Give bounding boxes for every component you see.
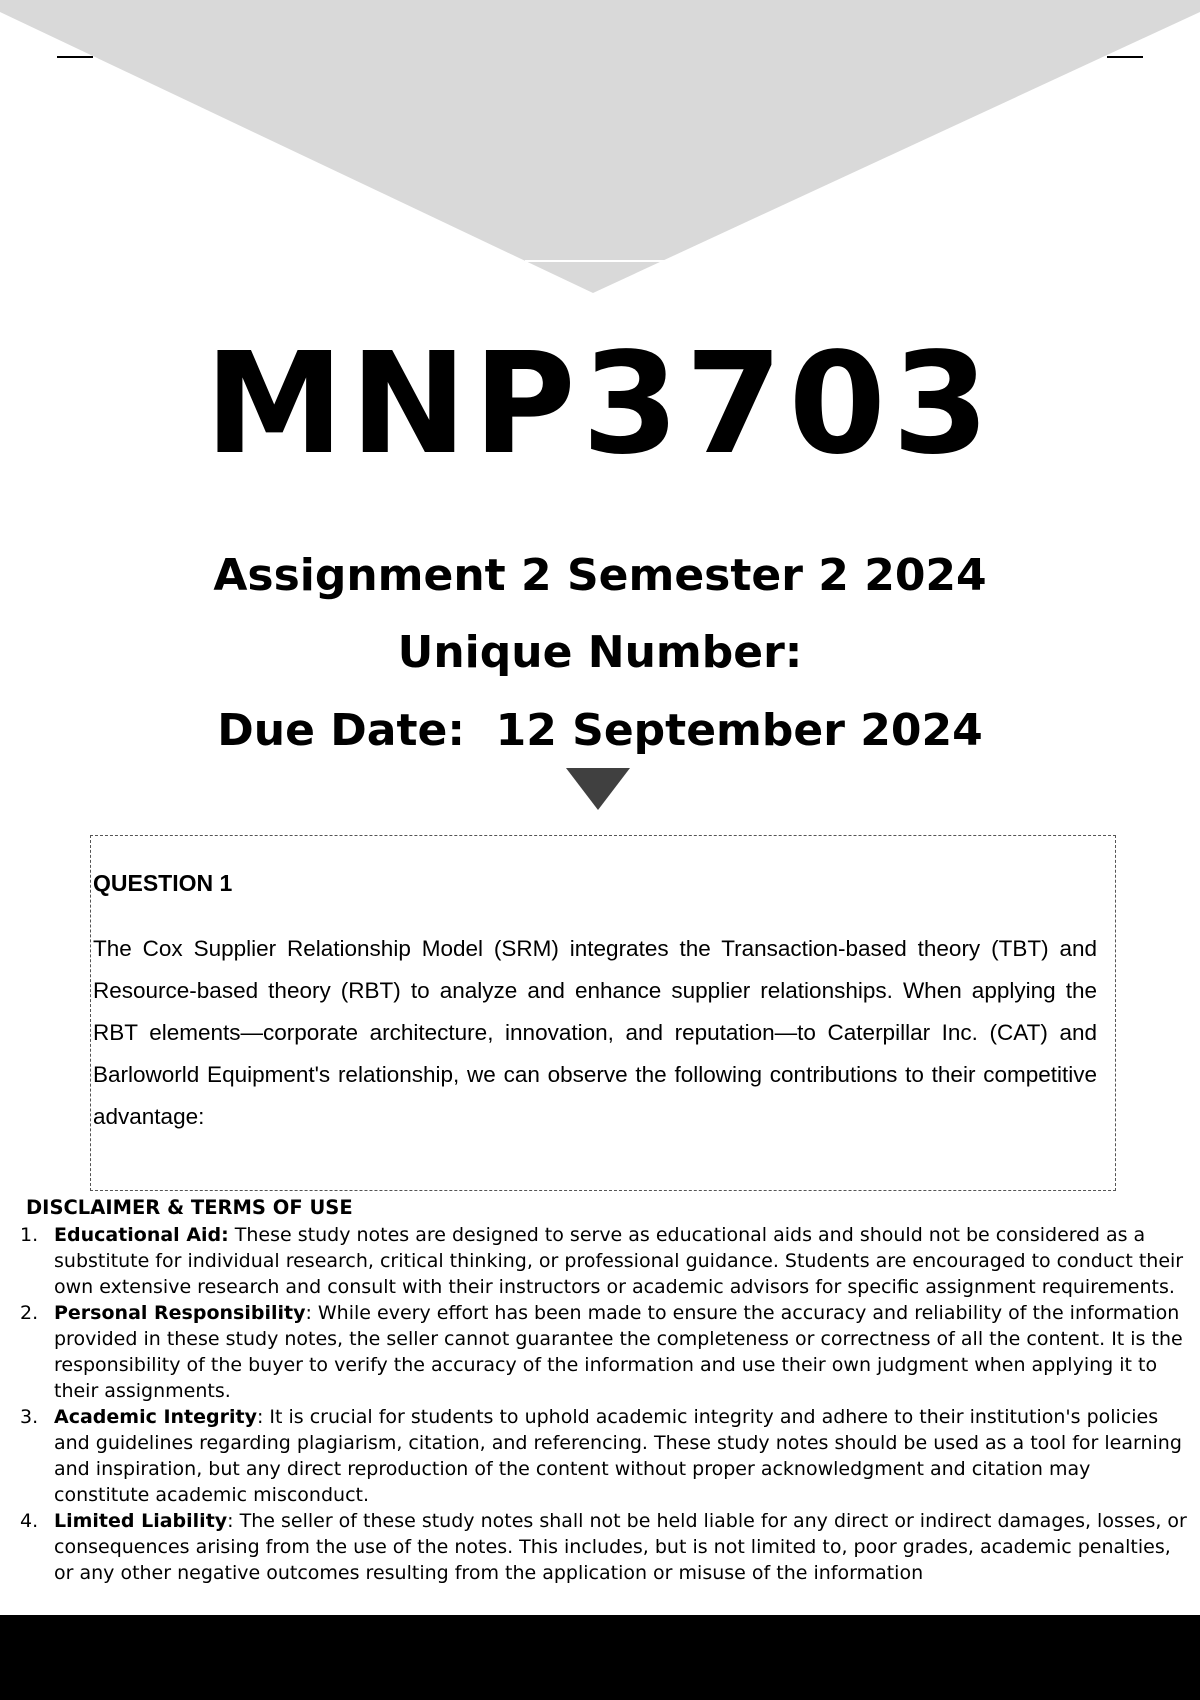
header-rule-right [1107, 56, 1143, 58]
unique-number-label: Unique Number: [397, 627, 803, 678]
terms-item-text: : The seller of these study notes shall not be held liable for any direct or indirect damages, losses, or consequences arising from the use of the notes. This includes, but is not limited to, poor grades, academic penalties, or any other negative outcomes resulting from the application or misuse of the information [54, 1510, 1187, 1584]
terms-item [20, 1404, 1190, 1508]
question-text: The Cox Supplier Relationship Model (SRM) integrates the Transaction-based theory (TBT) and Resource-based theory (RBT) to analyze and enhance supplier relationships. When applying the RBT elements—corporate architecture, innovation, and reputation—to Caterpillar Inc. (CAT) and Barloworld Equipment's relationship, we can observe the following contributions to their competitive advantage: [93, 936, 1097, 1129]
question-title: QUESTION 1 [93, 870, 233, 896]
terms-item [20, 1300, 1190, 1404]
terms-item-text: These study notes are designed to serve as educational aids and should not be considered as a substitute for individual research, critical thinking, or professional guidance. Students are encouraged to conduct their own extensive research and consult with their instructors or academic advisors for specific assignment requirements. [54, 1224, 1184, 1298]
terms-item-number: 3. [20, 1406, 39, 1428]
terms-item [20, 1222, 1190, 1300]
disclaimer-title: DISCLAIMER & TERMS OF USE [26, 1196, 353, 1219]
terms-item-heading: Limited Liability [54, 1510, 228, 1532]
down-arrow-icon [566, 768, 630, 810]
terms-list [20, 1222, 1190, 1586]
header-rule-left [57, 56, 93, 58]
question-box [90, 835, 1116, 1191]
footer-bar [0, 1615, 1200, 1700]
terms-item-number: 4. [20, 1510, 39, 1532]
terms-item-heading: Academic Integrity [54, 1406, 257, 1428]
terms-item-heading: Educational Aid: [54, 1224, 229, 1246]
assignment-title: Assignment 2 Semester 2 2024 [213, 550, 987, 601]
course-code: MNP3703 [204, 323, 996, 486]
terms-item-text: : While every effort has been made to ensure the accuracy and reliability of the information provided in these study notes, the seller cannot guarantee the completeness or correctness of all the content. It is the responsibility of the buyer to verify the accuracy of the information and use their own judgment when applying it to their assignments. [54, 1302, 1183, 1402]
cover-banner-chevron [0, 0, 1200, 300]
terms-item-text: : It is crucial for students to uphold academic integrity and adhere to their institution's policies and guidelines regarding plagiarism, citation, and referencing. These study notes should be used as a tool for learning and inspiration, but any direct reproduction of the content without proper acknowledgment and citation may constitute academic misconduct. [54, 1406, 1182, 1506]
terms-item-heading: Personal Responsibility [54, 1302, 306, 1324]
due-date: Due Date: 12 September 2024 [217, 705, 983, 756]
terms-item [20, 1508, 1190, 1586]
terms-item-number: 2. [20, 1302, 39, 1324]
terms-item-number: 1. [20, 1224, 39, 1246]
